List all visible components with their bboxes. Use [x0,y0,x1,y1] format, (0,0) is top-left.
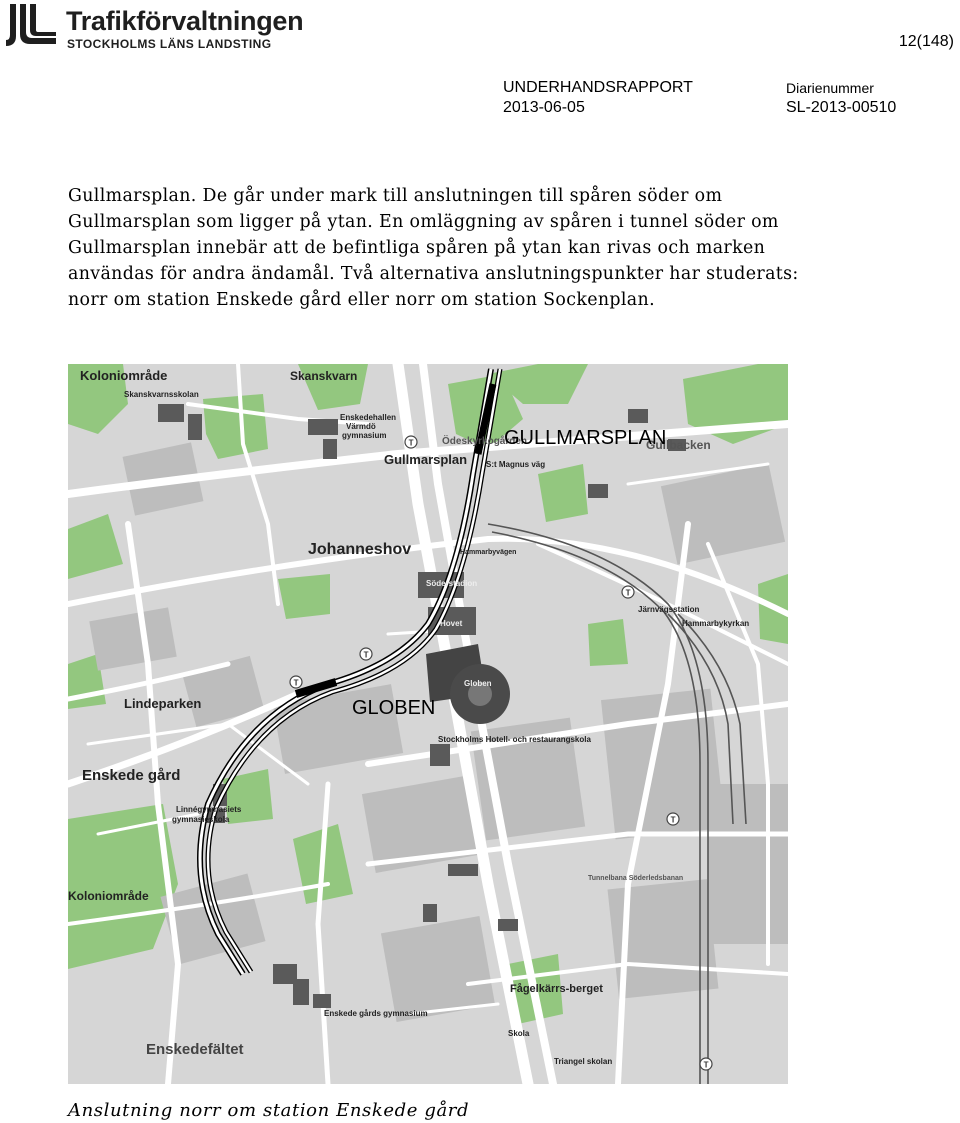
diary-meta [786,78,896,118]
metro-symbol: T [363,650,369,660]
logo-subtitle: STOCKHOLMS LÄNS LANDSTING [67,37,272,51]
map-label: S:t Magnus väg [486,460,546,469]
map-label: Linnégymnasiets [176,805,242,814]
page-number: 12(148) [898,33,954,50]
map-label: gymnasium [342,431,387,440]
logo-title: Trafikförvaltningen [66,6,304,36]
map-label: Lindeparken [124,696,202,711]
map-label: gymnasieskola [172,815,230,824]
map-label: Johanneshov [308,541,412,558]
report-date: 2013-06-05 [503,99,585,116]
map-label: Gullmarsplan [384,452,468,467]
map-label: Hammarbykyrkan [682,619,750,628]
body-paragraph [68,183,928,313]
map-label: Enskede gårds gymnasium [324,1009,428,1018]
body-line: norr om station Enskede gård eller norr om station Sockenplan. [68,290,655,310]
map-label: Koloniområde [68,889,149,903]
map-big-label-gullmarsplan: GULLMARSPLAN [504,427,667,449]
report-type: UNDERHANDSRAPPORT [503,79,693,96]
map-label: Enskedehallen [340,413,397,422]
map [68,364,788,1084]
map-label: Fågelkärrs-berget [510,983,603,995]
body-line: användas för andra ändamål. Två alternativa anslutningspunkter har studerats: [68,264,799,284]
map-label: Hovet [440,619,463,628]
map-label: Skola [508,1029,530,1038]
map-label: Skanskvarnsskolan [124,390,199,399]
map-label: Stockholms Hotell- och restaurangskola [438,735,591,744]
map-label: Gullbacken [646,438,711,452]
metro-symbol: T [703,1060,709,1070]
body-line: Gullmarsplan som ligger på ytan. En omläggning av spåren i tunnel söder om [68,212,779,232]
map-label: Globen [464,679,492,688]
map-label: Värmdö [346,422,376,431]
diary-number: SL-2013-00510 [786,99,897,116]
map-label: Ödeskyrkogården [442,436,528,447]
body-line: Gullmarsplan innebär att de befintliga spåren på ytan kan rivas och marken [68,238,766,258]
map-label: Tunnelbana Söderledsbanan [588,875,684,882]
map-label: Koloniområde [80,368,168,383]
map-label: Enskede gård [82,767,181,784]
map-label: Hammarbyvägen [460,549,517,556]
map-label: Söderstadion [426,579,478,588]
metro-symbol: T [293,678,299,688]
diary-label: Diarienummer [786,80,874,96]
map-big-label-globen: GLOBEN [352,697,436,719]
body-line: Gullmarsplan. De går under mark till anslutningen till spåren söder om [68,186,723,206]
metro-symbol: T [625,588,631,598]
logo [2,2,322,50]
report-meta [503,78,693,118]
map-label: Skanskvarn [290,369,358,383]
map-label: Triangel skolan [554,1057,613,1066]
metro-symbol: T [670,815,676,825]
metro-symbol: T [408,438,414,448]
map-label: Järnvägsstation [638,605,700,614]
map-label: Enskedefältet [146,1041,244,1058]
map-canvas [68,364,788,1084]
figure-caption: Anslutning norr om station Enskede gård [68,1100,470,1121]
logo-mark-icon [2,2,62,50]
